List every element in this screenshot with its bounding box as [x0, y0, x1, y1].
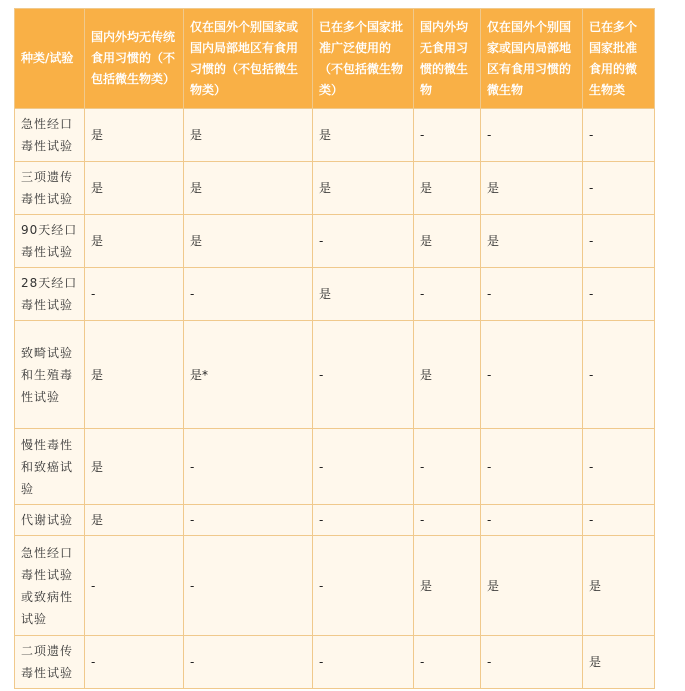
- safety-test-table: [14, 8, 655, 689]
- table-cell: -: [85, 268, 184, 321]
- row-label: 急性经口毒性试验: [15, 109, 85, 162]
- header-cell: 仅在国外个别国家或国内局部地区有食用习惯的微生物: [481, 9, 583, 109]
- table-cell: -: [313, 429, 414, 505]
- table-row: [15, 505, 655, 536]
- header-cell: 国内外均无传统食用习惯的（不包括微生物类）: [85, 9, 184, 109]
- table-cell: -: [313, 636, 414, 689]
- table-cell: 是*: [184, 321, 313, 429]
- table-row: [15, 215, 655, 268]
- table-row: [15, 268, 655, 321]
- table-cell: 是: [313, 109, 414, 162]
- table-row: [15, 636, 655, 689]
- header-cell: 种类/试验: [15, 9, 85, 109]
- table-cell: -: [481, 636, 583, 689]
- table-cell: -: [583, 429, 655, 505]
- table-cell: -: [313, 505, 414, 536]
- table-cell: 是: [414, 536, 481, 636]
- header-cell: 已在多个国家批准广泛使用的（不包括微生物类）: [313, 9, 414, 109]
- table-cell: 是: [85, 429, 184, 505]
- table-cell: -: [313, 321, 414, 429]
- table-cell: -: [583, 321, 655, 429]
- row-label: 二项遗传毒性试验: [15, 636, 85, 689]
- table-cell: -: [184, 505, 313, 536]
- table-cell: 是: [184, 109, 313, 162]
- table-cell: 是: [85, 162, 184, 215]
- header-cell: 已在多个国家批准食用的微生物类: [583, 9, 655, 109]
- table-cell: 是: [313, 162, 414, 215]
- table-row: [15, 429, 655, 505]
- table-cell: 是: [85, 321, 184, 429]
- table-row: [15, 109, 655, 162]
- table-cell: 是: [313, 268, 414, 321]
- table-cell: 是: [583, 636, 655, 689]
- table-cell: -: [583, 109, 655, 162]
- table-cell: -: [184, 536, 313, 636]
- table-cell: -: [481, 321, 583, 429]
- table-cell: 是: [85, 505, 184, 536]
- table-cell: -: [313, 215, 414, 268]
- table-row: [15, 536, 655, 636]
- table-cell: -: [481, 268, 583, 321]
- table-cell: -: [184, 636, 313, 689]
- row-label: 28天经口毒性试验: [15, 268, 85, 321]
- table-row: [15, 162, 655, 215]
- table-cell: -: [414, 268, 481, 321]
- table-cell: -: [583, 505, 655, 536]
- table-cell: 是: [481, 162, 583, 215]
- table-cell: 是: [85, 215, 184, 268]
- table-cell: -: [313, 536, 414, 636]
- table-cell: 是: [583, 536, 655, 636]
- table-cell: -: [184, 268, 313, 321]
- row-label: 致畸试验和生殖毒性试验: [15, 321, 85, 429]
- table-row: [15, 321, 655, 429]
- table-cell: 是: [414, 215, 481, 268]
- header-cell: 仅在国外个别国家或国内局部地区有食用习惯的（不包括微生物类）: [184, 9, 313, 109]
- table-cell: 是: [85, 109, 184, 162]
- table-cell: 是: [414, 162, 481, 215]
- row-label: 90天经口毒性试验: [15, 215, 85, 268]
- table-cell: -: [85, 536, 184, 636]
- table-cell: -: [414, 505, 481, 536]
- table-cell: -: [583, 215, 655, 268]
- row-label: 三项遗传毒性试验: [15, 162, 85, 215]
- table-cell: -: [85, 636, 184, 689]
- table-cell: -: [481, 505, 583, 536]
- table-cell: 是: [414, 321, 481, 429]
- table-cell: -: [481, 429, 583, 505]
- row-label: 慢性毒性和致癌试验: [15, 429, 85, 505]
- header-cell: 国内外均无食用习惯的微生物: [414, 9, 481, 109]
- table-cell: -: [583, 162, 655, 215]
- header-row: [15, 9, 655, 109]
- table-cell: -: [414, 109, 481, 162]
- table-container: [14, 8, 654, 689]
- row-label: 代谢试验: [15, 505, 85, 536]
- table-cell: -: [184, 429, 313, 505]
- table-cell: -: [583, 268, 655, 321]
- table-cell: 是: [481, 536, 583, 636]
- row-label: 急性经口毒性试验或致病性试验: [15, 536, 85, 636]
- table-cell: -: [481, 109, 583, 162]
- table-cell: -: [414, 636, 481, 689]
- table-cell: -: [414, 429, 481, 505]
- table-cell: 是: [184, 162, 313, 215]
- table-cell: 是: [184, 215, 313, 268]
- table-cell: 是: [481, 215, 583, 268]
